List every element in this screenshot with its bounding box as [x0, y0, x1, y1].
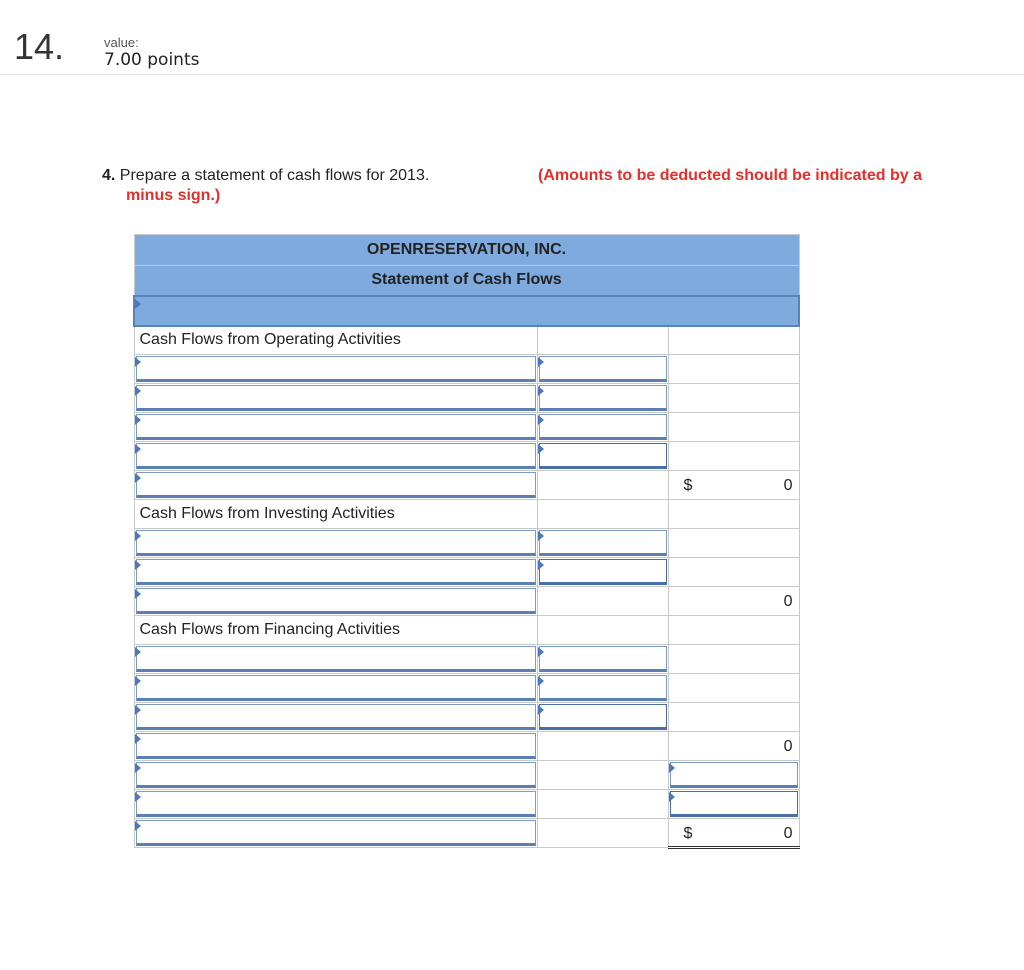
input-marker-icon — [135, 792, 141, 802]
summary-amount-input[interactable] — [668, 790, 799, 819]
input-marker-icon — [135, 444, 141, 454]
operating-total-label-input[interactable] — [134, 471, 537, 500]
input-marker-icon — [538, 357, 544, 367]
input-marker-icon — [538, 676, 544, 686]
instruction — [102, 166, 922, 206]
empty-cell — [668, 384, 799, 413]
financing-total-label-input[interactable] — [134, 732, 537, 761]
empty-cell — [668, 703, 799, 732]
operating-item-input[interactable] — [134, 384, 537, 413]
input-marker-icon — [669, 763, 675, 773]
input-marker-icon — [135, 531, 141, 541]
input-marker-icon — [135, 415, 141, 425]
input-marker-icon — [135, 357, 141, 367]
empty-cell — [537, 761, 668, 790]
ending-total-label-input[interactable] — [134, 819, 537, 848]
empty-cell — [537, 326, 668, 355]
input-marker-icon — [135, 560, 141, 570]
input-marker-icon — [135, 676, 141, 686]
investing-item-input[interactable] — [134, 558, 537, 587]
operating-total-value: 0 — [783, 477, 793, 494]
input-marker-icon — [135, 473, 141, 483]
input-marker-icon — [538, 560, 544, 570]
empty-cell — [668, 616, 799, 645]
summary-label-input[interactable] — [134, 761, 537, 790]
empty-cell — [668, 645, 799, 674]
empty-cell — [668, 674, 799, 703]
financing-total-cell — [668, 732, 799, 761]
input-marker-icon — [135, 821, 141, 831]
investing-total-cell — [668, 587, 799, 616]
company-name: OPENRESERVATION, INC. — [134, 235, 799, 266]
empty-cell — [668, 355, 799, 384]
input-marker-icon — [538, 386, 544, 396]
ending-total-cell — [668, 819, 799, 848]
input-marker-icon — [135, 647, 141, 657]
empty-cell — [668, 558, 799, 587]
financing-item-input[interactable] — [134, 703, 537, 732]
operating-item-input[interactable] — [134, 355, 537, 384]
input-marker-icon — [135, 299, 141, 309]
ending-total-value: 0 — [783, 825, 793, 842]
operating-item-input[interactable] — [134, 442, 537, 471]
financing-amount-input[interactable] — [537, 674, 668, 703]
input-marker-icon — [135, 705, 141, 715]
empty-cell — [537, 587, 668, 616]
operating-total-cell — [668, 471, 799, 500]
date-header-input[interactable] — [134, 296, 799, 326]
input-marker-icon — [135, 734, 141, 744]
instruction-number: 4. — [102, 167, 116, 184]
empty-cell — [537, 732, 668, 761]
summary-label-input[interactable] — [134, 790, 537, 819]
operating-amount-input[interactable] — [537, 384, 668, 413]
empty-cell — [668, 413, 799, 442]
statement-title: Statement of Cash Flows — [134, 266, 799, 296]
operating-amount-input[interactable] — [537, 355, 668, 384]
empty-cell — [668, 529, 799, 558]
currency-symbol: $ — [683, 825, 693, 842]
input-marker-icon — [135, 386, 141, 396]
operating-amount-input[interactable] — [537, 413, 668, 442]
investing-total-label-input[interactable] — [134, 587, 537, 616]
financing-amount-input[interactable] — [537, 645, 668, 674]
question-number: 14. — [14, 26, 65, 67]
input-marker-icon — [538, 705, 544, 715]
cash-flow-statement-table — [133, 234, 800, 849]
header-divider — [0, 74, 1024, 75]
operating-item-input[interactable] — [134, 413, 537, 442]
input-marker-icon — [669, 792, 675, 802]
financing-section-label: Cash Flows from Financing Activities — [134, 616, 537, 645]
investing-section-label: Cash Flows from Investing Activities — [134, 500, 537, 529]
summary-amount-input[interactable] — [668, 761, 799, 790]
empty-cell — [668, 326, 799, 355]
instruction-note-line1: (Amounts to be deducted should be indicated by a — [537, 167, 922, 184]
empty-cell — [537, 500, 668, 529]
input-marker-icon — [538, 444, 544, 454]
investing-item-input[interactable] — [134, 529, 537, 558]
empty-cell — [668, 500, 799, 529]
input-marker-icon — [538, 647, 544, 657]
input-marker-icon — [135, 589, 141, 599]
input-marker-icon — [538, 415, 544, 425]
financing-total-value: 0 — [783, 738, 793, 755]
financing-amount-input[interactable] — [537, 703, 668, 732]
financing-item-input[interactable] — [134, 645, 537, 674]
empty-cell — [537, 616, 668, 645]
instruction-note-line2: minus sign.) — [126, 187, 221, 204]
empty-cell — [537, 790, 668, 819]
empty-cell — [668, 442, 799, 471]
empty-cell — [537, 471, 668, 500]
operating-amount-input[interactable] — [537, 442, 668, 471]
instruction-text: Prepare a statement of cash flows for 2013. — [119, 167, 430, 184]
empty-cell — [537, 819, 668, 848]
value-label: value: — [104, 35, 139, 50]
operating-section-label: Cash Flows from Operating Activities — [134, 326, 537, 355]
input-marker-icon — [135, 763, 141, 773]
investing-amount-input[interactable] — [537, 558, 668, 587]
investing-total-value: 0 — [783, 593, 793, 610]
currency-symbol: $ — [683, 477, 693, 494]
input-marker-icon — [538, 531, 544, 541]
financing-item-input[interactable] — [134, 674, 537, 703]
points-value: 7.00 points — [104, 50, 200, 70]
investing-amount-input[interactable] — [537, 529, 668, 558]
